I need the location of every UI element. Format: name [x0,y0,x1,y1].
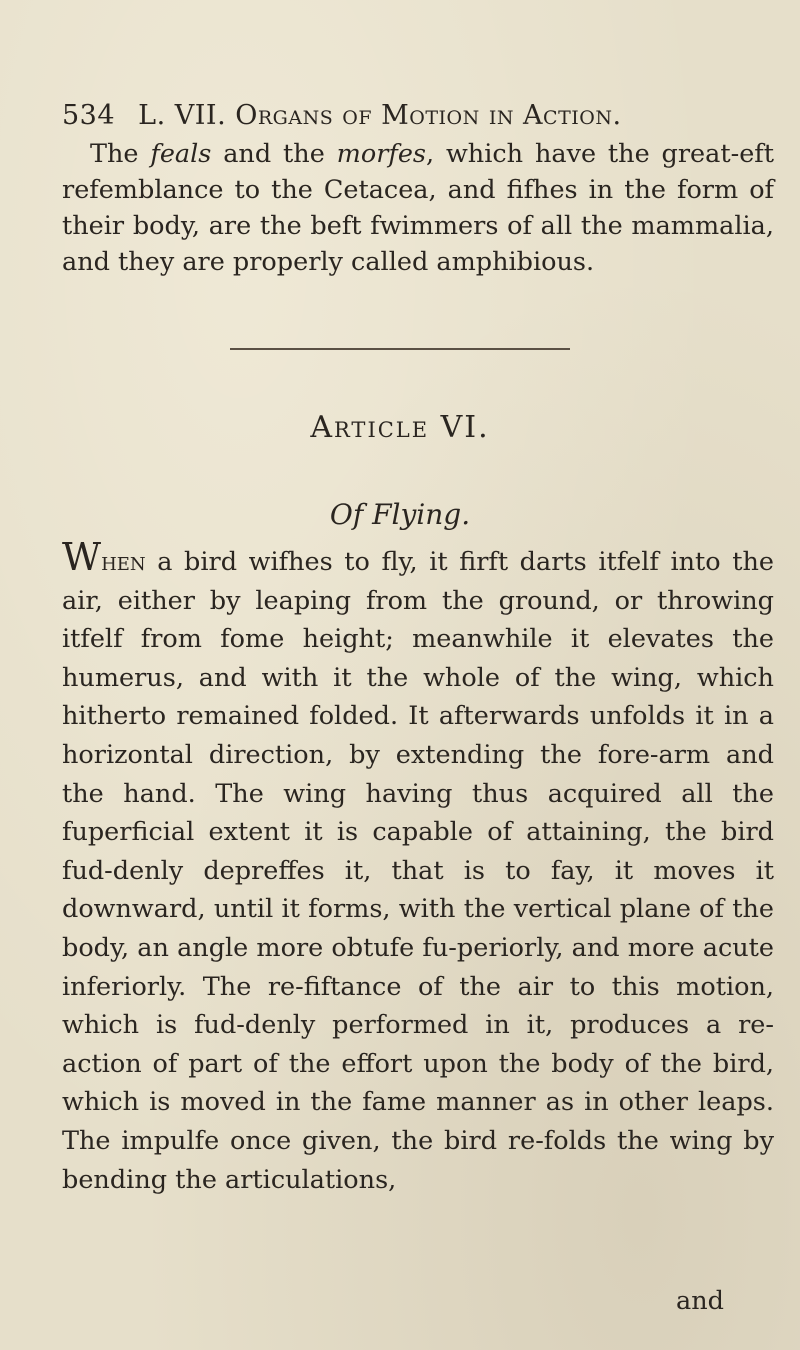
italic-seals: feals [150,139,212,169]
section-divider [230,348,570,350]
italic-morses: morfes [336,139,427,169]
body-text [62,535,774,1199]
intro-prefix: The [90,139,151,169]
catchword: and [676,1286,724,1316]
running-title: L. VII. Organs of Motion in Action. [138,100,622,131]
first-word-rest: hen [101,547,146,577]
intro-middle: and the [211,139,337,169]
running-header [62,100,762,131]
intro-rest: , which have the great-eft refemblance to the Cetacea, and fifhes in the form of their body, are the beft fwimmers of all the mammalia, and they are properly called amphibious. [62,139,774,277]
body-main-text: a bird wifhes to fly, it firft darts itfelf into the air, either by leaping from the ground, or throwing itfelf from fome height; meanwhile it elevates the humerus, and with it the whole of the wing, which hitherto remained folded. It afterwards unfolds it in a horizontal direction, by extending the fore-arm and the hand. The wing having thus acquired all the fuperficial extent it is capable of attaining, the bird fud-denly depreffes it, that is to fay, it moves it downward, until it forms, with the vertical plane of the body, an angle more obtufe fu-periorly, and more acute inferiorly. The re-fiftance of the air to this motion, which is fud-denly performed in it, produces a re-action of part of the effort upon the body of the bird, which is moved in the fame manner as in other leaps. The impulfe once given, the bird re-folds the wing by bending the articulations, [62,547,774,1195]
intro-paragraph [62,136,774,280]
article-heading: Article VI. [310,410,490,445]
section-title: Of Flying. [329,498,471,531]
body-paragraph [62,535,774,1199]
intro-text [62,136,774,280]
page-number: 534 [62,100,116,131]
dropcap: W [62,535,102,579]
